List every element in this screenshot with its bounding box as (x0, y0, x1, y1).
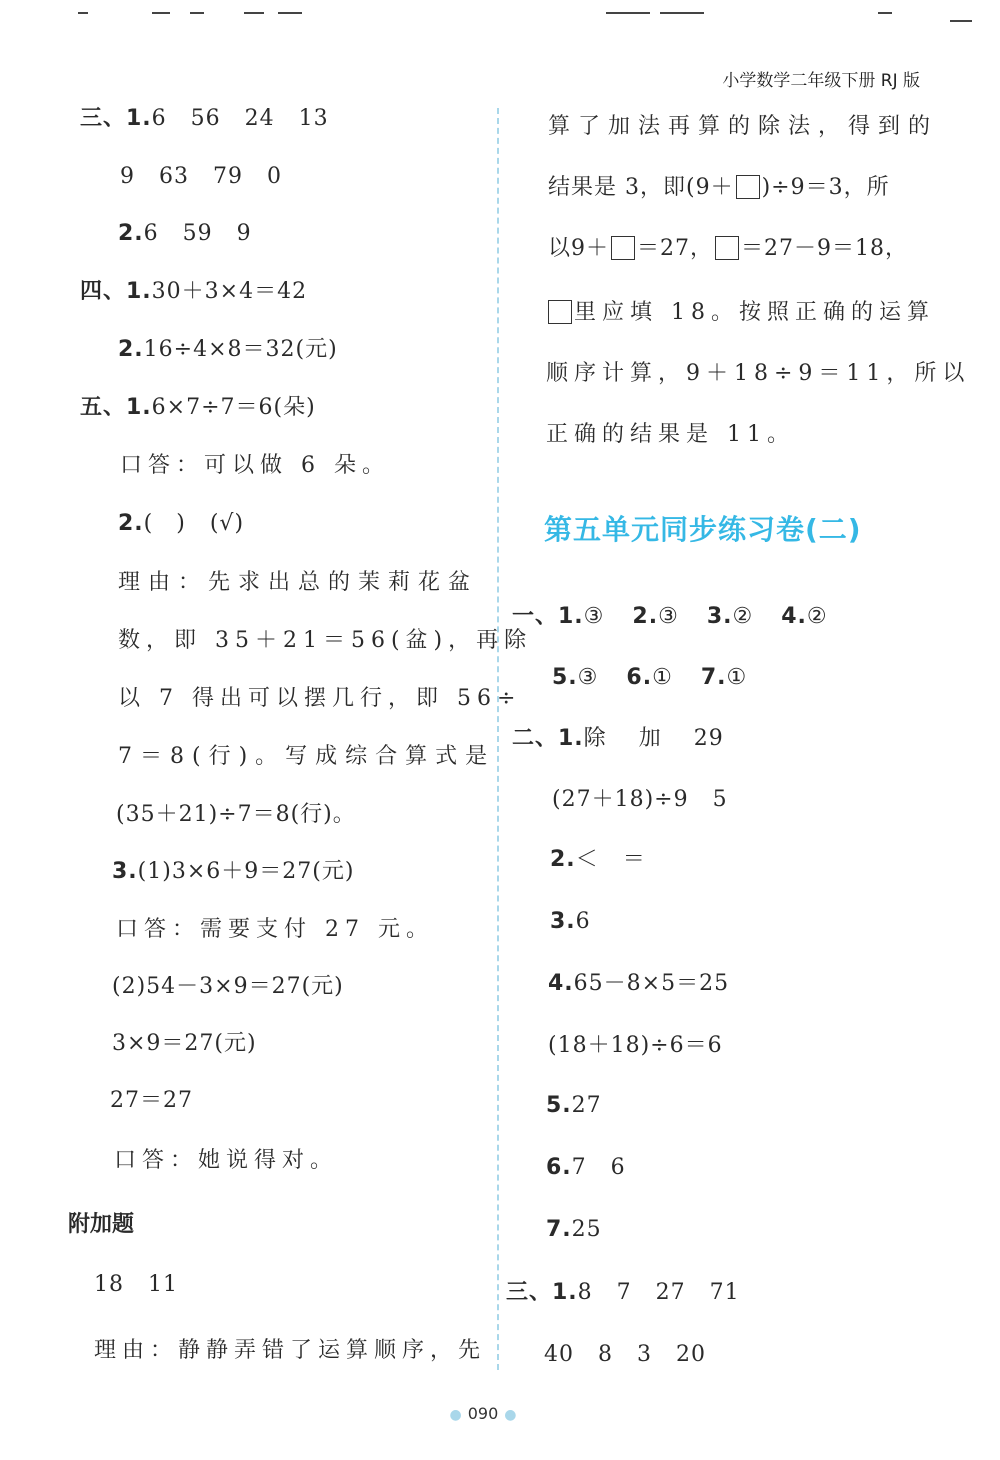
dot-icon: ● (504, 1407, 517, 1423)
blank-box (736, 175, 760, 199)
answer-line: 2.6 59 9 (118, 221, 252, 246)
answer-line: 口答：她说得对。 (114, 1148, 339, 1173)
scan-mark (878, 12, 892, 14)
answer-line: 三、1.8 7 27 71 (506, 1280, 740, 1305)
answer-line: 三、1.6 56 24 13 (80, 106, 329, 131)
page-number: ● 090 ● (449, 1404, 517, 1423)
answer-line: 正确的结果是 11。 (546, 422, 795, 447)
answer-line: 口答：可以做 6 朵。 (120, 453, 390, 478)
book-header: 小学数学二年级下册 RJ 版 (722, 71, 920, 91)
answer-line: 二、1.除 加 29 (512, 726, 724, 751)
scan-mark (278, 12, 302, 14)
answer-line: 27＝27 (110, 1088, 193, 1113)
dot-icon: ● (449, 1407, 462, 1423)
answer-line: 5.③ 6.① 7.① (552, 665, 748, 690)
answer-line: 5.27 (546, 1093, 602, 1118)
answer-line: 4.65－8×5＝25 (548, 971, 730, 996)
answer-line: 2.( ) (√) (118, 511, 245, 536)
answer-line: 2.16÷4×8＝32(元) (118, 337, 338, 362)
blank-box (611, 236, 635, 260)
answer-line: 里应填 18。按照正确的运算 (546, 298, 935, 328)
answer-line: 以9＋ ＝27， ＝27－9＝18， (548, 236, 908, 261)
answer-line: 理由：静静弄错了运算顺序，先 (94, 1338, 487, 1363)
answer-line: 理由：先求出总的茉莉花盆 (118, 570, 479, 595)
scan-mark (606, 12, 650, 14)
answer-line: (2)54－3×9＝27(元) (112, 974, 344, 999)
answer-line: 四、1.30＋3×4＝42 (80, 279, 308, 304)
scan-mark (950, 20, 972, 22)
answer-line: 3×9＝27(元) (112, 1031, 257, 1056)
answer-line: 2.＜ ＝ (550, 847, 646, 872)
answer-line: 7.25 (546, 1217, 602, 1242)
answer-line: 9 63 79 0 (120, 164, 282, 189)
answer-line: 7＝8(行)。写成综合算式是 (118, 744, 496, 769)
scan-mark (244, 12, 264, 14)
answer-line: (27＋18)÷9 5 (552, 787, 728, 812)
answer-line: 数，即 35＋21＝56(盆)，再除 (118, 628, 533, 653)
scan-mark (660, 12, 704, 14)
scan-mark (152, 12, 170, 14)
answer-line: 顺序计算，9＋18÷9＝11，所以 (546, 361, 971, 386)
answer-line: 6.7 6 (546, 1155, 626, 1180)
column-divider (497, 108, 499, 1370)
answer-line: 口答：需要支付 27 元。 (116, 917, 434, 942)
blank-box (715, 236, 739, 260)
answer-line: 算了加法再算的除法，得到的 (548, 114, 939, 139)
answer-line: 3.6 (550, 909, 591, 934)
scan-mark (78, 12, 88, 14)
answer-line: 3.(1)3×6＋9＝27(元) (112, 859, 355, 884)
answer-line: 结果是 3，即(9＋ )÷9＝3，所 (548, 175, 890, 200)
answer-line: 40 8 3 20 (544, 1342, 706, 1367)
unit-title: 第五单元同步练习卷(二) (544, 513, 862, 546)
bonus-heading: 附加题 (68, 1212, 135, 1237)
scan-mark (190, 12, 204, 14)
answer-line: 18 11 (94, 1272, 178, 1297)
answer-line: (18＋18)÷6＝6 (548, 1033, 723, 1058)
blank-box (548, 300, 572, 324)
answer-line: 一、1.③ 2.③ 3.② 4.② (512, 604, 828, 629)
answer-line: (35＋21)÷7＝8(行)。 (116, 802, 356, 827)
answer-line: 五、1.6×7÷7＝6(朵) (80, 395, 316, 420)
answer-line: 以 7 得出可以摆几行，即 56÷ (118, 686, 522, 711)
